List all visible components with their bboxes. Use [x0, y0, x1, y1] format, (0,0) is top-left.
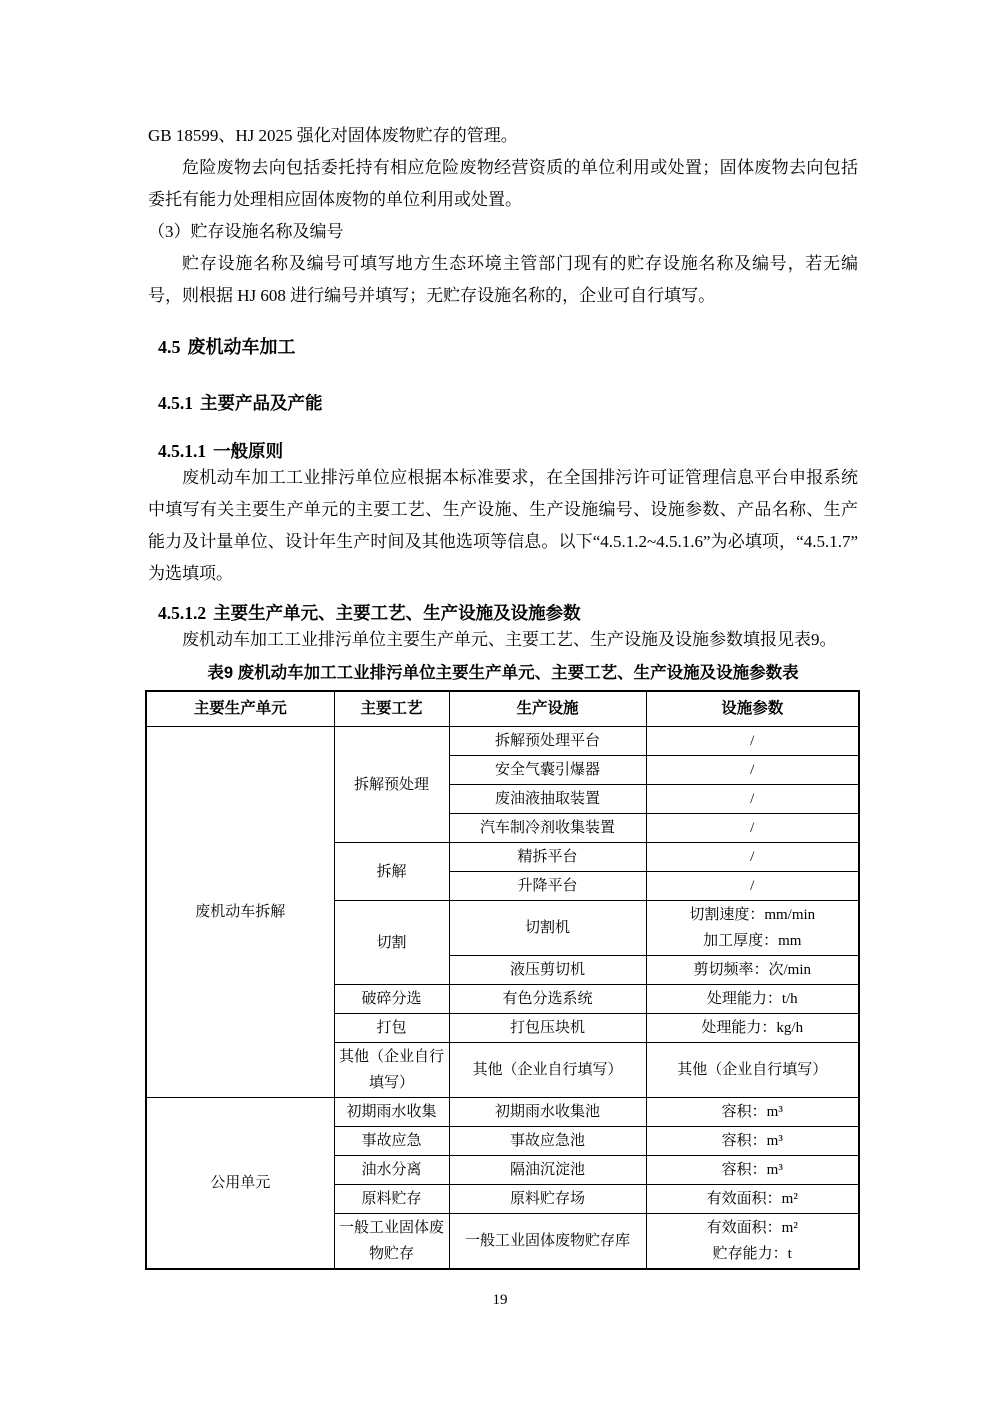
heading-4-5-1 — [158, 392, 858, 414]
heading-number: 4.5.1.2 — [158, 603, 207, 623]
param-line: 处理能力：t/h — [706, 991, 798, 1007]
table-row — [146, 1098, 859, 1127]
table-header-row — [146, 691, 859, 727]
facility-cell: 一般工业固体废物贮存库 — [449, 1214, 646, 1270]
facility-cell: 汽车制冷剂收集装置 — [449, 814, 646, 843]
para-item-3: （3）贮存设施名称及编号 — [148, 222, 344, 241]
heading-label: 一般原则 — [213, 441, 284, 461]
param-cell — [646, 956, 859, 985]
param-line: 处理能力：kg/h — [701, 1020, 804, 1036]
facility-cell: 切割机 — [449, 901, 646, 956]
param-cell — [646, 1014, 859, 1043]
heading-4-5-1-2 — [158, 602, 858, 624]
param-line: 容积：m³ — [721, 1104, 783, 1120]
param-cell — [646, 985, 859, 1014]
param-line: / — [750, 733, 755, 749]
facility-cell: 液压剪切机 — [449, 956, 646, 985]
facility-cell: 初期雨水收集池 — [449, 1098, 646, 1127]
table-row — [146, 727, 859, 756]
param-line: 容积：m³ — [721, 1133, 783, 1149]
param-cell — [646, 1214, 859, 1270]
table-body — [146, 727, 859, 1270]
page-number: 19 — [492, 1292, 508, 1308]
param-cell — [646, 727, 859, 756]
heading-number: 4.5 — [158, 337, 181, 357]
heading-label: 主要产品及产能 — [200, 393, 323, 413]
param-line: 其他（企业自行填写） — [677, 1062, 828, 1078]
unit-cell: 公用单元 — [146, 1098, 334, 1270]
param-cell — [646, 872, 859, 901]
facility-cell: 有色分选系统 — [449, 985, 646, 1014]
heading-number: 4.5.1.1 — [158, 441, 207, 461]
process-cell: 切割 — [334, 901, 449, 985]
facility-cell: 精拆平台 — [449, 843, 646, 872]
heading-4-5 — [158, 336, 858, 358]
heading-label: 主要生产单元、主要工艺、生产设施及设施参数 — [213, 603, 581, 623]
facility-cell: 打包压块机 — [449, 1014, 646, 1043]
param-line: 贮存能力：t — [712, 1246, 792, 1262]
process-cell: 拆解预处理 — [334, 727, 449, 843]
param-cell — [646, 814, 859, 843]
heading-number: 4.5.1 — [158, 393, 193, 413]
param-line: 切割速度：mm/min — [689, 907, 816, 923]
param-cell — [646, 785, 859, 814]
unit-cell: 废机动车拆解 — [146, 727, 334, 1098]
process-cell: 其他（企业自行填写） — [334, 1043, 449, 1098]
process-cell: 一般工业固体废物贮存 — [334, 1214, 449, 1270]
para-hazardous-waste: 危险废物去向包括委托持有相应危险废物经营资质的单位利用或处置；固体废物去向包括委托有能力处理相应固体废物的单位利用或处置。 — [148, 158, 858, 209]
col-header-facility: 生产设施 — [449, 691, 646, 727]
param-line: / — [750, 849, 755, 865]
param-cell — [646, 1043, 859, 1098]
para-gb-standards: GB 18599、HJ 2025 强化对固体废物贮存的管理。 — [148, 126, 518, 145]
param-cell — [646, 843, 859, 872]
heading-label: 废机动车加工 — [187, 337, 296, 357]
param-line: 有效面积：m² — [706, 1220, 798, 1236]
process-cell: 原料贮存 — [334, 1185, 449, 1214]
param-cell — [646, 1127, 859, 1156]
production-table — [145, 690, 860, 1270]
process-cell: 打包 — [334, 1014, 449, 1043]
param-line: 加工厚度：mm — [703, 933, 802, 949]
process-cell: 初期雨水收集 — [334, 1098, 449, 1127]
param-line: / — [750, 762, 755, 778]
table-header — [146, 691, 859, 727]
heading-4-5-1-1 — [158, 440, 858, 462]
col-header-unit: 主要生产单元 — [146, 691, 334, 727]
param-cell — [646, 756, 859, 785]
content-area — [148, 120, 858, 1270]
facility-cell: 安全气囊引爆器 — [449, 756, 646, 785]
process-cell: 破碎分选 — [334, 985, 449, 1014]
param-cell — [646, 1098, 859, 1127]
facility-cell: 原料贮存场 — [449, 1185, 646, 1214]
para-storage-naming: 贮存设施名称及编号可填写地方生态环境主管部门现有的贮存设施名称及编号，若无编号，则根据 HJ 608 进行编号并填写；无贮存设施名称的，企业可自行填写。 — [148, 254, 858, 305]
para-general-principles: 废机动车加工工业排污单位应根据本标准要求，在全国排污许可证管理信息平台申报系统中填写有关主要生产单元的主要工艺、生产设施、生产设施编号、设施参数、产品名称、生产能力及计量单位、设计年生产时间及其他选项等信息。以下“4.5.1.2~4.5.1.6”为必填项，“4.5.1.7”为选填项。 — [148, 468, 858, 583]
col-header-params: 设施参数 — [646, 691, 859, 727]
process-cell: 拆解 — [334, 843, 449, 901]
param-line: 剪切频率：次/min — [693, 962, 811, 978]
para-table-ref: 废机动车加工工业排污单位主要生产单元、主要工艺、生产设施及设施参数填报见表9。 — [182, 630, 837, 649]
facility-cell: 其他（企业自行填写） — [449, 1043, 646, 1098]
facility-cell: 拆解预处理平台 — [449, 727, 646, 756]
col-header-process: 主要工艺 — [334, 691, 449, 727]
param-line: / — [750, 791, 755, 807]
process-cell: 事故应急 — [334, 1127, 449, 1156]
param-cell — [646, 1156, 859, 1185]
table-caption: 表9 废机动车加工工业排污单位主要生产单元、主要工艺、生产设施及设施参数表 — [207, 664, 799, 682]
facility-cell: 事故应急池 — [449, 1127, 646, 1156]
param-line: 有效面积：m² — [706, 1191, 798, 1207]
param-cell — [646, 901, 859, 956]
facility-cell: 废油液抽取装置 — [449, 785, 646, 814]
param-line: / — [750, 820, 755, 836]
param-line: 容积：m³ — [721, 1162, 783, 1178]
process-cell: 油水分离 — [334, 1156, 449, 1185]
facility-cell: 隔油沉淀池 — [449, 1156, 646, 1185]
param-line: / — [750, 878, 755, 894]
facility-cell: 升降平台 — [449, 872, 646, 901]
param-cell — [646, 1185, 859, 1214]
